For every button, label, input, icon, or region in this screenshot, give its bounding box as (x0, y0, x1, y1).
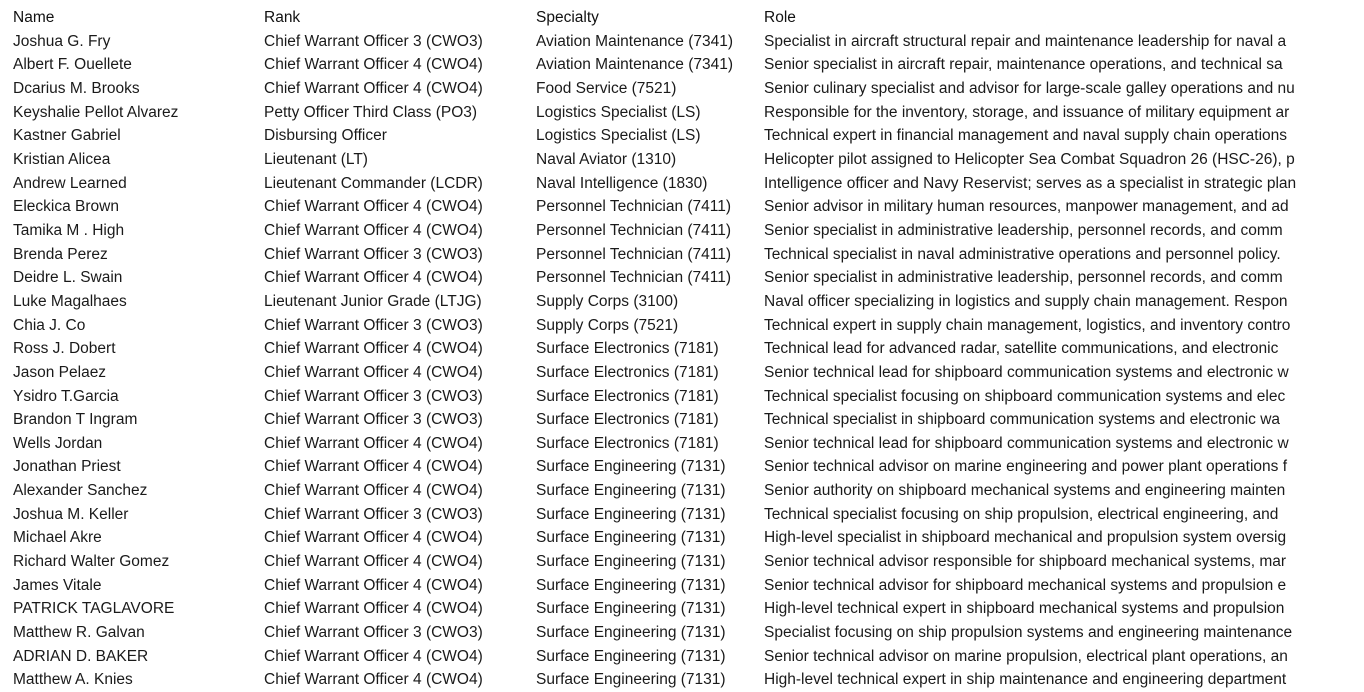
table-row (0, 266, 1283, 290)
cell-name: Kastner Gabriel (13, 127, 121, 145)
cell-name: Jason Pelaez (13, 363, 107, 381)
table-row (0, 243, 1280, 267)
cell-rank: Chief Warrant Officer 4 (CWO4) (264, 671, 483, 689)
cell-name: PATRICK TAGLAVORE (13, 600, 175, 618)
cell-rank: Chief Warrant Officer 4 (CWO4) (264, 482, 483, 500)
table-row (0, 668, 1287, 692)
table-row (0, 219, 1283, 243)
table-row (0, 290, 1288, 314)
cell-rank: Chief Warrant Officer 4 (CWO4) (264, 363, 483, 381)
table-row (0, 148, 1295, 172)
header-name: Name (13, 9, 55, 26)
cell-rank: Chief Warrant Officer 4 (CWO4) (264, 79, 483, 97)
cell-specialty: Surface Electronics (7181) (536, 363, 719, 381)
cell-role: Senior technical advisor responsible for shipboard mechanical systems, mar (764, 553, 1287, 571)
table-row (0, 503, 1280, 527)
cell-name: Joshua G. Fry (13, 32, 111, 50)
table-row (0, 195, 1289, 219)
cell-specialty: Surface Engineering (7131) (536, 647, 726, 665)
cell-name: Wells Jordan (13, 434, 103, 452)
cell-name: Michael Akre (13, 529, 102, 547)
cell-role: Responsible for the inventory, storage, and issuance of military equipment ar (764, 103, 1290, 121)
header-specialty: Specialty (536, 9, 599, 26)
cell-rank: Chief Warrant Officer 4 (CWO4) (264, 553, 483, 571)
cell-name: Brandon T Ingram (13, 411, 138, 429)
cell-rank: Chief Warrant Officer 4 (CWO4) (264, 576, 483, 594)
cell-name: Albert F. Ouellete (13, 56, 132, 74)
cell-name: Jonathan Priest (13, 458, 121, 476)
cell-name: ADRIAN D. BAKER (13, 647, 149, 665)
cell-specialty: Surface Engineering (7131) (536, 482, 726, 500)
table-row (0, 361, 1289, 385)
cell-rank: Disbursing Officer (264, 127, 387, 145)
cell-name: Keyshalie Pellot Alvarez (13, 103, 179, 121)
cell-name: Ross J. Dobert (13, 340, 116, 358)
table-header-row (0, 6, 1280, 30)
cell-specialty: Surface Engineering (7131) (536, 624, 726, 642)
cell-specialty: Surface Engineering (7131) (536, 576, 726, 594)
cell-role: Technical specialist in shipboard communication systems and electronic wa (764, 411, 1281, 429)
table-row (0, 479, 1286, 503)
cell-specialty: Surface Engineering (7131) (536, 671, 726, 689)
table-row (0, 314, 1291, 338)
cell-specialty: Supply Corps (7521) (536, 316, 679, 334)
table-row (0, 172, 1297, 196)
cell-specialty: Surface Engineering (7131) (536, 505, 726, 523)
cell-role: Specialist in aircraft structural repair and maintenance leadership for naval a (764, 32, 1287, 50)
cell-rank: Chief Warrant Officer 3 (CWO3) (264, 316, 483, 334)
cell-name: Richard Walter Gomez (13, 553, 170, 571)
cell-role: Intelligence officer and Navy Reservist; serves as a specialist in strategic plan (764, 174, 1297, 192)
cell-rank: Petty Officer Third Class (PO3) (264, 103, 478, 121)
cell-role: Senior authority on shipboard mechanical systems and engineering mainten (764, 482, 1286, 500)
table-row (0, 597, 1285, 621)
cell-role: Senior advisor in military human resources, manpower management, and ad (764, 198, 1289, 216)
cell-name: Tamika M . High (13, 221, 125, 239)
cell-rank: Chief Warrant Officer 3 (CWO3) (264, 505, 483, 523)
cell-role: Senior technical advisor on marine engineering and power plant operations f (764, 458, 1288, 476)
cell-role: Technical lead for advanced radar, satellite communications, and electronic (764, 340, 1279, 358)
cell-rank: Chief Warrant Officer 3 (CWO3) (264, 32, 483, 50)
cell-specialty: Surface Engineering (7131) (536, 600, 726, 618)
cell-specialty: Surface Electronics (7181) (536, 387, 719, 405)
cell-specialty: Logistics Specialist (LS) (536, 103, 701, 121)
cell-role: Technical specialist focusing on shipboard communication systems and elec (764, 387, 1286, 405)
table-row (0, 432, 1289, 456)
cell-rank: Chief Warrant Officer 4 (CWO4) (264, 56, 483, 74)
cell-specialty: Surface Electronics (7181) (536, 340, 719, 358)
cell-role: Helicopter pilot assigned to Helicopter Sea Combat Squadron 26 (HSC-26), p (764, 150, 1295, 168)
cell-specialty: Surface Electronics (7181) (536, 411, 719, 429)
cell-role: Senior technical advisor on marine propulsion, electrical plant operations, an (764, 647, 1288, 665)
cell-specialty: Naval Aviator (1310) (536, 150, 677, 168)
table-body (0, 30, 1297, 692)
cell-specialty: Personnel Technician (7411) (536, 269, 732, 287)
cell-name: Joshua M. Keller (13, 505, 129, 523)
cell-rank: Chief Warrant Officer 3 (CWO3) (264, 624, 483, 642)
cell-rank: Chief Warrant Officer 3 (CWO3) (264, 387, 483, 405)
personnel-table (0, 6, 1297, 689)
table-row (0, 385, 1286, 409)
cell-role: Senior technical advisor for shipboard mechanical systems and propulsion e (764, 576, 1287, 594)
cell-name: Brenda Perez (13, 245, 108, 263)
cell-rank: Chief Warrant Officer 3 (CWO3) (264, 245, 483, 263)
cell-role: Technical specialist in naval administrative operations and personnel policy. (764, 245, 1281, 263)
cell-name: Alexander Sanchez (13, 482, 148, 500)
header-rank: Rank (264, 9, 301, 26)
cell-rank: Chief Warrant Officer 4 (CWO4) (264, 269, 483, 287)
cell-specialty: Naval Intelligence (1830) (536, 174, 708, 192)
cell-name: Chia J. Co (13, 316, 86, 334)
table-row (0, 550, 1287, 574)
cell-specialty: Personnel Technician (7411) (536, 221, 732, 239)
cell-name: Matthew R. Galvan (13, 624, 145, 642)
cell-rank: Chief Warrant Officer 4 (CWO4) (264, 647, 483, 665)
table-row (0, 645, 1288, 669)
cell-role: High-level technical expert in shipboard mechanical systems and propulsion (764, 600, 1285, 618)
table-row (0, 101, 1290, 125)
cell-specialty: Surface Engineering (7131) (536, 553, 726, 571)
cell-rank: Lieutenant Commander (LCDR) (264, 174, 483, 192)
cell-specialty: Food Service (7521) (536, 79, 677, 97)
cell-rank: Lieutenant Junior Grade (LTJG) (264, 292, 482, 310)
cell-rank: Chief Warrant Officer 4 (CWO4) (264, 434, 483, 452)
cell-rank: Chief Warrant Officer 4 (CWO4) (264, 198, 483, 216)
cell-role: Senior technical lead for shipboard communication systems and electronic w (764, 363, 1289, 381)
table-row (0, 124, 1288, 148)
table-row (0, 30, 1287, 54)
cell-name: Matthew A. Knies (13, 671, 133, 689)
cell-role: Technical expert in supply chain management, logistics, and inventory contro (764, 316, 1291, 334)
table-row (0, 621, 1293, 645)
cell-name: Kristian Alicea (13, 150, 111, 168)
cell-specialty: Personnel Technician (7411) (536, 198, 732, 216)
table-row (0, 337, 1280, 361)
cell-specialty: Supply Corps (3100) (536, 292, 679, 310)
cell-rank: Chief Warrant Officer 4 (CWO4) (264, 221, 483, 239)
cell-specialty: Logistics Specialist (LS) (536, 127, 701, 145)
cell-name: Andrew Learned (13, 174, 127, 192)
cell-specialty: Aviation Maintenance (7341) (536, 32, 734, 50)
cell-rank: Chief Warrant Officer 4 (CWO4) (264, 458, 483, 476)
cell-name: James Vitale (13, 576, 102, 594)
cell-specialty: Surface Electronics (7181) (536, 434, 719, 452)
cell-rank: Chief Warrant Officer 4 (CWO4) (264, 529, 483, 547)
cell-name: Ysidro T.Garcia (13, 387, 119, 405)
cell-role: Senior specialist in administrative leadership, personnel records, and comm (764, 269, 1283, 287)
cell-role: Technical specialist focusing on ship propulsion, electrical engineering, and (764, 505, 1279, 523)
cell-rank: Lieutenant (LT) (264, 150, 368, 168)
table-row (0, 53, 1283, 77)
cell-rank: Chief Warrant Officer 4 (CWO4) (264, 600, 483, 618)
cell-rank: Chief Warrant Officer 4 (CWO4) (264, 340, 483, 358)
cell-role: High-level technical expert in ship maintenance and engineering department (764, 671, 1287, 689)
table-row (0, 455, 1288, 479)
cell-specialty: Surface Engineering (7131) (536, 529, 726, 547)
cell-name: Luke Magalhaes (13, 292, 127, 310)
cell-specialty: Personnel Technician (7411) (536, 245, 732, 263)
cell-rank: Chief Warrant Officer 3 (CWO3) (264, 411, 483, 429)
table-row (0, 77, 1295, 101)
header-role: Role (764, 9, 796, 26)
table-row (0, 526, 1287, 550)
cell-role: Senior culinary specialist and advisor for large-scale galley operations and nu (764, 79, 1295, 97)
cell-name: Dcarius M. Brooks (13, 79, 140, 97)
cell-role: Senior specialist in aircraft repair, maintenance operations, and technical sa (764, 56, 1283, 74)
cell-role: Senior technical lead for shipboard communication systems and electronic w (764, 434, 1289, 452)
table-row (0, 408, 1280, 432)
cell-role: Naval officer specializing in logistics and supply chain management. Respon (764, 292, 1288, 310)
cell-role: Technical expert in financial management and naval supply chain operations (764, 127, 1288, 145)
cell-role: Specialist focusing on ship propulsion systems and engineering maintenance (764, 624, 1293, 642)
cell-name: Eleckica Brown (13, 198, 119, 216)
cell-role: High-level specialist in shipboard mechanical and propulsion system oversig (764, 529, 1287, 547)
cell-name: Deidre L. Swain (13, 269, 123, 287)
cell-specialty: Aviation Maintenance (7341) (536, 56, 734, 74)
table-row (0, 574, 1287, 598)
cell-role: Senior specialist in administrative leadership, personnel records, and comm (764, 221, 1283, 239)
cell-specialty: Surface Engineering (7131) (536, 458, 726, 476)
